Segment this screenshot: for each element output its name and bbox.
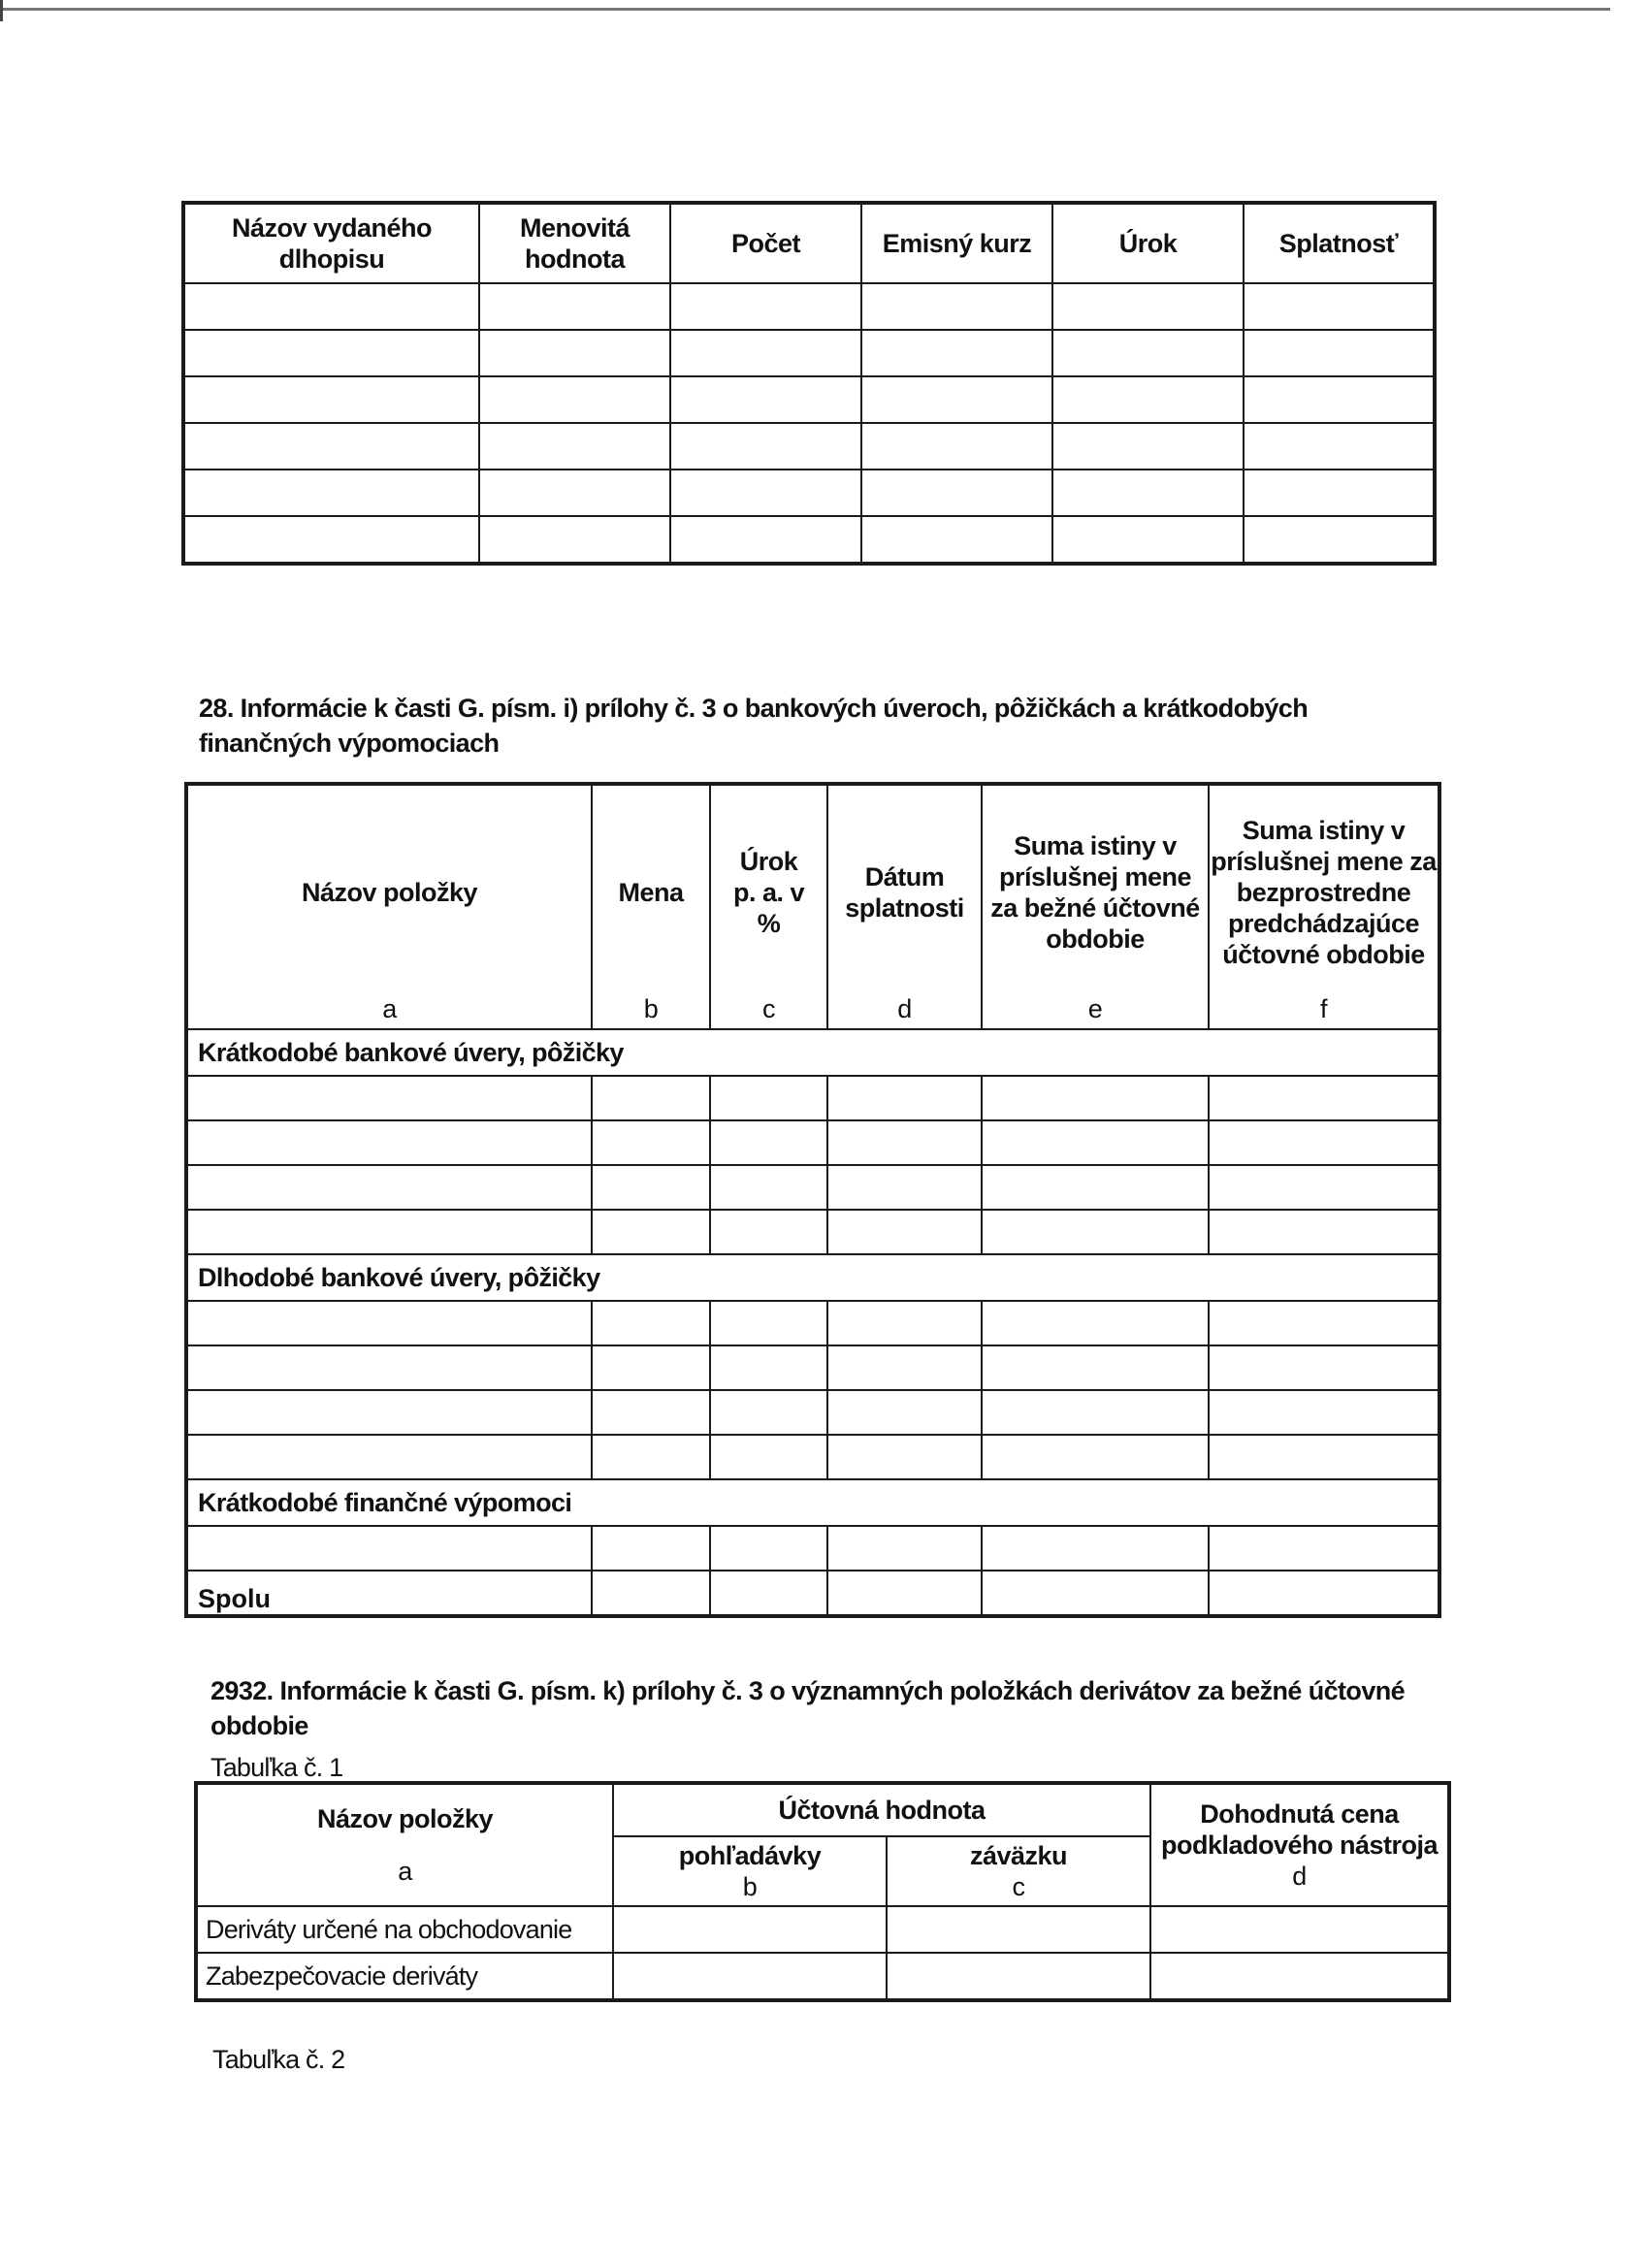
section-row-short-term-loans [186, 1029, 1439, 1076]
empty-cell[interactable] [186, 1390, 592, 1435]
table-row [183, 283, 1435, 330]
empty-cell[interactable] [592, 1301, 710, 1345]
table-row [183, 470, 1435, 516]
header-maturity: Splatnosť [1244, 203, 1435, 283]
table-row [186, 1165, 1439, 1210]
empty-cell[interactable] [1209, 1076, 1439, 1120]
table-row [186, 1210, 1439, 1254]
empty-cell[interactable] [1052, 376, 1244, 423]
section-row-short-term-financial-aid [186, 1479, 1439, 1526]
empty-cell[interactable] [827, 1526, 982, 1571]
empty-cell[interactable] [827, 1390, 982, 1435]
derivatives-table [194, 1781, 1451, 2002]
row-label-hedging-derivatives: Zabezpečovacie deriváty [196, 1953, 613, 2000]
header-principal-current: Suma istiny v príslušnej mene za bežné účtovné obdobie e [982, 784, 1209, 1029]
header-agreed-price: Dohodnutá cena podkladového nástroja d [1150, 1783, 1449, 1906]
empty-cell[interactable] [186, 1301, 592, 1345]
empty-cell[interactable] [1209, 1120, 1439, 1165]
empty-cell[interactable] [827, 1165, 982, 1210]
table-row [196, 1953, 1449, 2000]
header-interest-pa: Úrok p. a. v % c [710, 784, 827, 1029]
empty-cell[interactable] [982, 1390, 1209, 1435]
empty-cell[interactable] [670, 376, 861, 423]
empty-cell[interactable] [982, 1076, 1209, 1120]
header-carrying-value: Účtovná hodnota [613, 1783, 1150, 1836]
empty-cell[interactable] [186, 1526, 592, 1571]
header-interest: Úrok [1052, 203, 1244, 283]
empty-cell[interactable] [1244, 376, 1435, 423]
empty-cell[interactable] [592, 1210, 710, 1254]
empty-cell[interactable] [827, 1120, 982, 1165]
empty-cell[interactable] [1209, 1301, 1439, 1345]
section-2932-heading: 2932. Informácie k časti G. písm. k) prílohy č. 3 o významných položkách derivátov za bežné účtovné obdobie [210, 1676, 1406, 1740]
empty-cell[interactable] [186, 1210, 592, 1254]
empty-cell[interactable] [186, 1345, 592, 1390]
header-item-name: Názov položky a [196, 1783, 613, 1906]
empty-cell[interactable] [982, 1435, 1209, 1479]
total-label: Spolu [186, 1571, 592, 1616]
empty-cell[interactable] [479, 283, 670, 330]
section-row-long-term-loans [186, 1254, 1439, 1301]
empty-cell[interactable] [982, 1165, 1209, 1210]
empty-cell[interactable] [1209, 1435, 1439, 1479]
empty-cell[interactable] [1052, 330, 1244, 376]
empty-cell[interactable] [1209, 1390, 1439, 1435]
empty-cell[interactable] [827, 1301, 982, 1345]
header-item-name: Názov položky a [186, 784, 592, 1029]
empty-cell[interactable] [592, 1526, 710, 1571]
empty-cell[interactable] [670, 283, 861, 330]
table-row [186, 1120, 1439, 1165]
empty-cell[interactable] [592, 1435, 710, 1479]
empty-cell[interactable] [1052, 423, 1244, 470]
empty-cell[interactable] [710, 1390, 827, 1435]
empty-cell[interactable] [1209, 1571, 1439, 1616]
header-currency: Mena b [592, 784, 710, 1029]
empty-cell[interactable] [670, 470, 861, 516]
table-row [183, 330, 1435, 376]
empty-cell[interactable] [592, 1345, 710, 1390]
empty-cell[interactable] [479, 516, 670, 564]
empty-cell[interactable] [827, 1210, 982, 1254]
empty-cell[interactable] [710, 1301, 827, 1345]
empty-cell[interactable] [710, 1571, 827, 1616]
header-liabilities: záväzku c [887, 1836, 1150, 1906]
empty-cell[interactable] [186, 1120, 592, 1165]
section-label: Krátkodobé finančné výpomoci [186, 1479, 1439, 1526]
empty-cell[interactable] [710, 1120, 827, 1165]
table-row [196, 1906, 1449, 1953]
table-row [186, 1526, 1439, 1571]
header-bond-name: Názov vydaného dlhopisu [183, 203, 479, 283]
bank-loans-table [184, 782, 1441, 1618]
empty-cell[interactable] [1052, 516, 1244, 564]
empty-cell[interactable] [1244, 423, 1435, 470]
empty-cell[interactable] [613, 1906, 887, 1953]
table-row [183, 516, 1435, 564]
table-2-caption: Tabuľka č. 2 [212, 2045, 345, 2074]
empty-cell[interactable] [827, 1076, 982, 1120]
empty-cell[interactable] [827, 1435, 982, 1479]
scan-left-edge-mark [0, 0, 3, 21]
empty-cell[interactable] [982, 1345, 1209, 1390]
empty-cell[interactable] [613, 1953, 887, 2000]
table-row [183, 376, 1435, 423]
empty-cell[interactable] [1209, 1165, 1439, 1210]
empty-cell[interactable] [861, 516, 1052, 564]
section-label: Dlhodobé bankové úvery, pôžičky [186, 1254, 1439, 1301]
empty-cell[interactable] [186, 1435, 592, 1479]
empty-cell[interactable] [479, 376, 670, 423]
empty-cell[interactable] [710, 1210, 827, 1254]
section-label: Krátkodobé bankové úvery, pôžičky [186, 1029, 1439, 1076]
empty-cell[interactable] [592, 1571, 710, 1616]
empty-cell[interactable] [710, 1076, 827, 1120]
empty-cell[interactable] [827, 1345, 982, 1390]
empty-cell[interactable] [1150, 1953, 1449, 2000]
empty-cell[interactable] [861, 283, 1052, 330]
empty-cell[interactable] [710, 1435, 827, 1479]
empty-cell[interactable] [479, 330, 670, 376]
empty-cell[interactable] [1209, 1526, 1439, 1571]
empty-cell[interactable] [887, 1906, 1150, 1953]
empty-cell[interactable] [670, 516, 861, 564]
empty-cell[interactable] [183, 516, 479, 564]
empty-cell[interactable] [183, 330, 479, 376]
empty-cell[interactable] [592, 1390, 710, 1435]
empty-cell[interactable] [186, 1076, 592, 1120]
empty-cell[interactable] [1244, 283, 1435, 330]
empty-cell[interactable] [1244, 330, 1435, 376]
empty-cell[interactable] [861, 330, 1052, 376]
table-row [186, 1435, 1439, 1479]
header-maturity-date: Dátum splatnosti d [827, 784, 982, 1029]
empty-cell[interactable] [670, 330, 861, 376]
empty-cell[interactable] [861, 376, 1052, 423]
empty-cell[interactable] [479, 470, 670, 516]
row-label-trading-derivatives: Deriváty určené na obchodovanie [196, 1906, 613, 1953]
loans-header-row [186, 784, 1439, 1029]
empty-cell[interactable] [479, 423, 670, 470]
empty-cell[interactable] [710, 1345, 827, 1390]
empty-cell[interactable] [592, 1120, 710, 1165]
empty-cell[interactable] [670, 423, 861, 470]
empty-cell[interactable] [1052, 283, 1244, 330]
bonds-table [181, 201, 1437, 566]
empty-cell[interactable] [183, 376, 479, 423]
header-issue-rate: Emisný kurz [861, 203, 1052, 283]
empty-cell[interactable] [982, 1571, 1209, 1616]
header-nominal-value: Menovitá hodnota [479, 203, 670, 283]
empty-cell[interactable] [1052, 470, 1244, 516]
empty-cell[interactable] [183, 423, 479, 470]
empty-cell[interactable] [982, 1301, 1209, 1345]
derivatives-header-row-1 [196, 1783, 1449, 1836]
bonds-header-row [183, 203, 1435, 283]
section-28-heading: 28. Informácie k časti G. písm. i) prílohy č. 3 o bankových úveroch, pôžičkách a krátkodobých finančných výpomociach [199, 694, 1309, 758]
empty-cell[interactable] [592, 1076, 710, 1120]
empty-cell[interactable] [861, 470, 1052, 516]
empty-cell[interactable] [861, 423, 1052, 470]
empty-cell[interactable] [183, 470, 479, 516]
empty-cell[interactable] [710, 1165, 827, 1210]
empty-cell[interactable] [710, 1526, 827, 1571]
empty-cell[interactable] [887, 1953, 1150, 2000]
header-count: Počet [670, 203, 861, 283]
total-row [186, 1571, 1439, 1616]
empty-cell[interactable] [592, 1165, 710, 1210]
table-row [186, 1076, 1439, 1120]
empty-cell[interactable] [827, 1571, 982, 1616]
empty-cell[interactable] [982, 1210, 1209, 1254]
empty-cell[interactable] [186, 1165, 592, 1210]
empty-cell[interactable] [982, 1526, 1209, 1571]
empty-cell[interactable] [982, 1120, 1209, 1165]
empty-cell[interactable] [1209, 1210, 1439, 1254]
table-1-caption: Tabuľka č. 1 [210, 1753, 343, 1782]
empty-cell[interactable] [1150, 1906, 1449, 1953]
header-receivables: pohľadávky b [613, 1836, 887, 1906]
empty-cell[interactable] [183, 283, 479, 330]
table-row [186, 1390, 1439, 1435]
scan-top-edge-line [0, 8, 1610, 11]
header-principal-previous: Suma istiny v príslušnej mene za bezprostredne predchádzajúce účtovné obdobie f [1209, 784, 1439, 1029]
empty-cell[interactable] [1244, 470, 1435, 516]
empty-cell[interactable] [1209, 1345, 1439, 1390]
table-row [186, 1345, 1439, 1390]
table-row [186, 1301, 1439, 1345]
table-row [183, 423, 1435, 470]
empty-cell[interactable] [1244, 516, 1435, 564]
